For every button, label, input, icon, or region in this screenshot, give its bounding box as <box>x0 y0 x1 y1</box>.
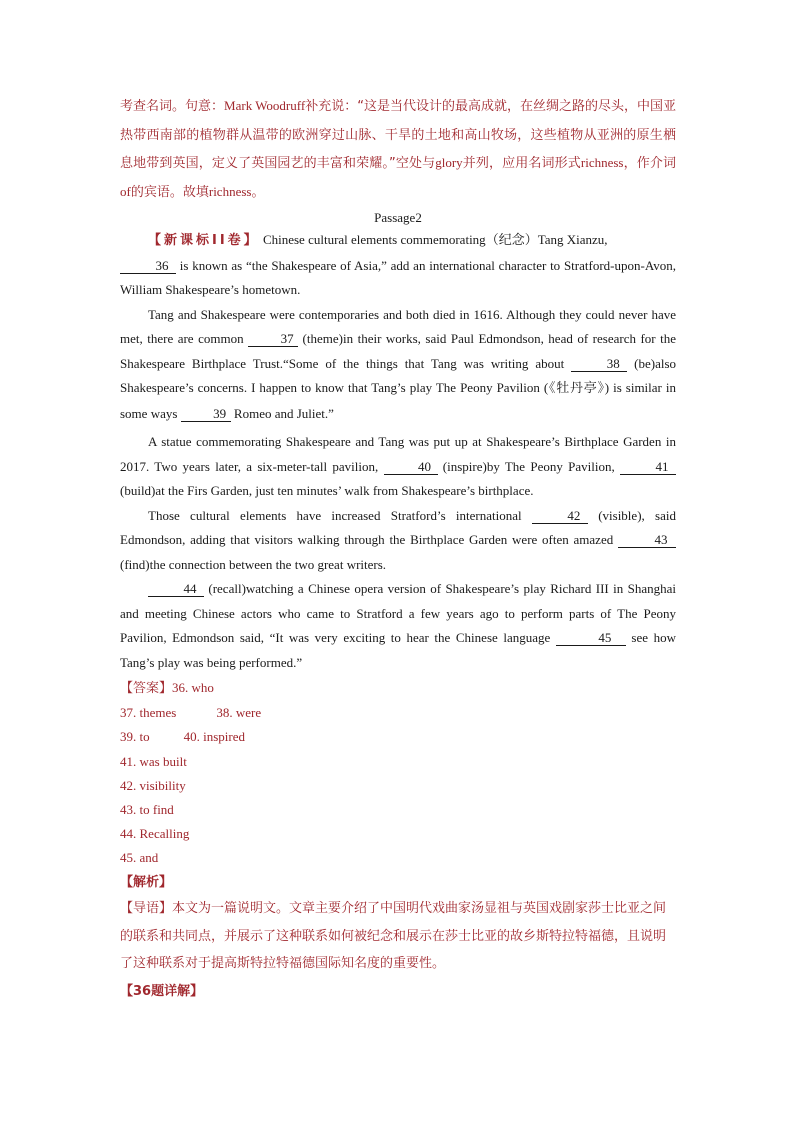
analysis-label: 【解析】 <box>120 874 173 890</box>
answer-39: 39. to <box>120 729 150 745</box>
source-tag: 【新课标ⅠⅠ卷】 <box>148 233 260 248</box>
blank-36: 36 <box>120 259 176 274</box>
paragraph-text: (theme)in their works, said Paul Edmondson, head of research for the Shakespeare Birthplace Trust.“Some of the things that Tang was writing about <box>120 331 676 371</box>
explanation-text: 。 <box>251 184 265 200</box>
answer-38: 38. were <box>216 705 262 721</box>
blank-45: 45 <box>556 631 626 646</box>
previous-explanation <box>120 92 676 206</box>
paragraph-text: Tang Xianzu, <box>537 232 608 247</box>
q36-detail-label: 【36题详解】 <box>120 983 204 999</box>
explanation-word: glory <box>435 155 463 170</box>
blank-43: 43 <box>618 533 676 548</box>
paragraph-text: （纪念） <box>485 233 538 248</box>
paragraph-text: is known as “the Shakespeare of Asia,” add an international character to Stratford-upon-Avon, William Shakespeare’s hometown. <box>120 257 676 297</box>
paragraph-text: (inspire)by The Peony Pavilion, <box>437 458 620 474</box>
answer-line <box>120 798 676 822</box>
answer-44: 44. Recalling <box>120 826 190 842</box>
passage-paragraph-2 <box>120 303 676 427</box>
paragraph-text: ) is similar in some ways <box>120 380 676 421</box>
answer-41: 41. was built <box>120 753 187 769</box>
paragraph-text: (find)the connection between the two great writers. <box>120 556 387 572</box>
answer-line <box>120 676 676 701</box>
paragraph-text: (build)at the Firs Garden, just ten minutes’ walk from Shakespeare’s birthplace. <box>120 483 534 498</box>
explanation-text: 并列，应用名词形式 <box>462 156 581 171</box>
paragraph-text: Romeo and Juliet.” <box>230 405 334 421</box>
blank-38: 38 <box>571 357 627 372</box>
paragraph-text: Those cultural elements have increased Stratford’s international <box>148 507 532 523</box>
paragraph-text: (recall)watching a Chinese opera version of Shakespeare’s play Richard III in Shanghai and meeting Chinese actors who came to Stratford a few years ago to perform parts of The Peony Pavilion, Edmondson said, “It was very exciting to hear the Chinese language <box>120 581 676 645</box>
blank-41: 41 <box>620 460 676 475</box>
paragraph-text: (visible), said Edmondson, adding that visitors walking through the Birthplace Garden were often amazed <box>120 507 676 547</box>
answer-45: 45. and <box>120 850 159 866</box>
passage-paragraph-5 <box>120 577 676 675</box>
answer-line <box>120 774 676 798</box>
blank-40: 40 <box>384 460 438 475</box>
explanation-name: Mark Woodruff <box>224 98 306 113</box>
passage-paragraph-1 <box>120 228 676 303</box>
explanation-text: 的宾语。故填 <box>130 184 209 200</box>
answer-line <box>120 701 676 725</box>
paragraph-text: see how Tang’s play was being performed.” <box>120 630 676 670</box>
blank-37: 37 <box>248 332 298 347</box>
explanation-word: richness <box>580 155 624 170</box>
passage-paragraph-3 <box>120 430 676 504</box>
paragraph-text: (be)also Shakespeare’s concerns. I happen to know that Tang’s play The Peony Pavilion ( <box>120 355 677 395</box>
document-page <box>120 92 676 1004</box>
explanation-word: of <box>120 183 131 199</box>
answer-line <box>120 725 676 749</box>
explanation-text: 考查名词。句意： <box>120 99 225 114</box>
explanation-text: 补充说：“这是当代设计的最高成就，在丝绸之路的尽头，中国亚热带西南部的植物群从温带的欧洲穿过山脉、干旱的土地和高山牧场，这些植物从亚洲的原生栖息地带到英国，定义了英国园艺的丰富和荣耀。”空处与 <box>120 99 676 171</box>
answer-37: 37. themes <box>120 705 177 721</box>
passage-paragraph-4 <box>120 504 676 578</box>
answer-line <box>120 822 676 846</box>
blank-39: 39 <box>181 407 231 422</box>
passage-title: Passage2 <box>374 210 422 225</box>
paragraph-text: Chinese cultural elements commemorating <box>259 232 486 247</box>
blank-42: 42 <box>532 509 588 524</box>
blank-44: 44 <box>148 582 204 597</box>
analysis-section <box>120 871 676 1005</box>
answer-36: 36. who <box>172 680 214 695</box>
answer-label: 【答案】 <box>120 681 173 696</box>
answer-line <box>120 846 676 870</box>
explanation-text: ，作介词 <box>623 156 676 171</box>
paragraph-text: 《牡丹亭》 <box>548 381 605 396</box>
answer-43: 43. to find <box>120 802 174 818</box>
guide-label: 【导语】 <box>120 901 173 917</box>
answer-40: 40. inspired <box>183 729 246 745</box>
paragraph-text: A statue commemorating Shakespeare and Tang was put up at Shakespeare’s Birthplace Garden in 2017. Two years later, a six-meter-tall pavilion, <box>120 434 676 474</box>
guide-paragraph <box>120 895 676 978</box>
paragraph-text: Tang and Shakespeare were contemporaries and both died in 1616. Although they could never have met, there are common <box>120 306 676 346</box>
explanation-answer: richness <box>208 183 252 199</box>
answer-42: 42. visibility <box>120 777 186 793</box>
answer-section <box>120 676 676 871</box>
answer-line <box>120 750 676 774</box>
guide-text: 本文为一篇说明文。文章主要介绍了中国明代戏曲家汤显祖与英国戏剧家莎士比亚之间的联系和共同点，并展示了这种联系如何被纪念和展示在莎士比亚的故乡斯特拉特福德，且说明了这种联系对于提高斯特拉特福德国际知名度的重要性。 <box>120 901 667 972</box>
